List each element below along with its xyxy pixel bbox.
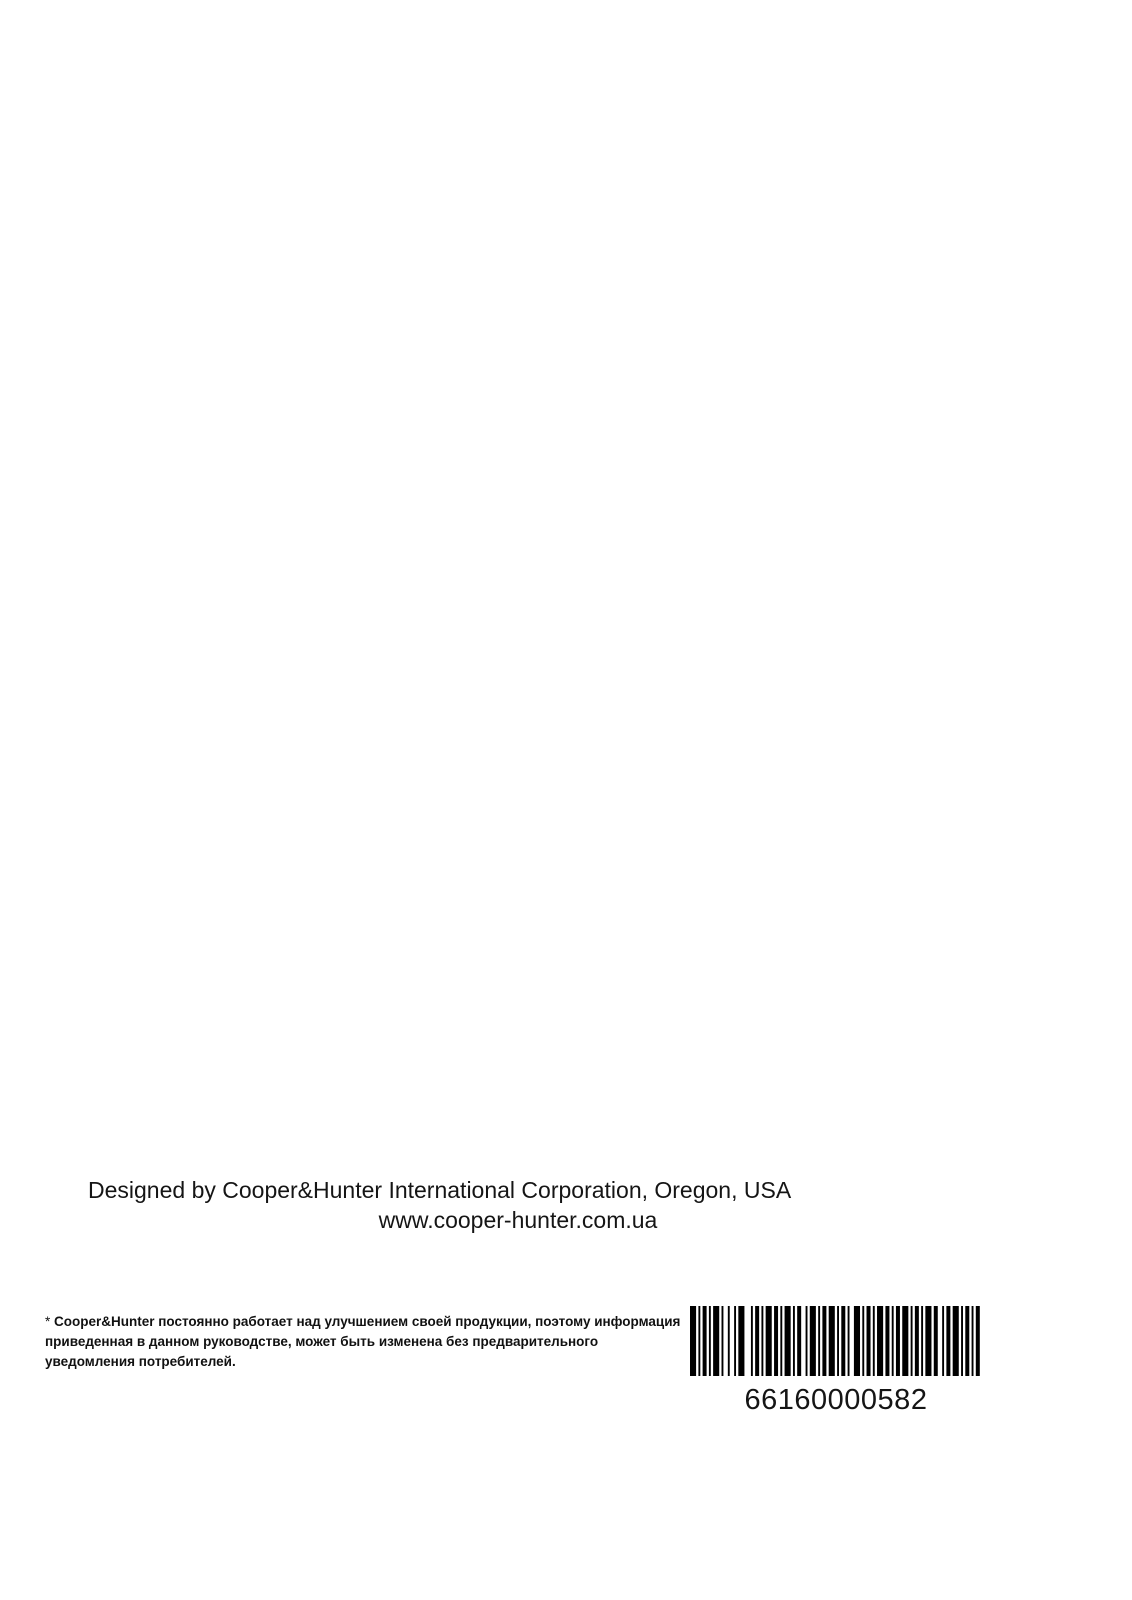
website-url: www.cooper-hunter.com.ua <box>378 1207 658 1233</box>
disclaimer-note <box>45 1312 685 1372</box>
barcode-bar <box>774 1306 778 1376</box>
barcode-bar <box>854 1306 860 1376</box>
barcode-bar <box>810 1306 816 1376</box>
barcode-bar <box>915 1306 919 1376</box>
barcode-bar <box>766 1306 772 1376</box>
barcode-bar <box>953 1306 959 1376</box>
barcode-bar <box>873 1306 875 1376</box>
disclaimer-brand: Cooper&Hunter <box>54 1314 155 1329</box>
barcode-bar <box>797 1306 801 1376</box>
barcode-bar <box>946 1306 950 1376</box>
barcode-bar <box>841 1306 845 1376</box>
barcode-bar <box>785 1306 791 1376</box>
barcode-bar <box>698 1306 700 1376</box>
barcode-bar <box>709 1306 711 1376</box>
barcode-bar <box>976 1306 980 1376</box>
barcode-bar <box>892 1306 894 1376</box>
barcode-bar <box>761 1306 763 1376</box>
barcode-bar <box>751 1306 753 1376</box>
barcode-bar <box>934 1306 938 1376</box>
barcode-bar <box>942 1306 944 1376</box>
barcode-bar <box>722 1306 724 1376</box>
barcode-bar <box>896 1306 900 1376</box>
barcode-bar <box>806 1306 808 1376</box>
barcode-bar <box>703 1306 707 1376</box>
barcode-bar <box>713 1306 719 1376</box>
barcode-bar <box>829 1306 835 1376</box>
barcode-bar <box>793 1306 795 1376</box>
barcode-bar <box>867 1306 871 1376</box>
barcode-bar <box>961 1306 963 1376</box>
barcode-bar <box>862 1306 864 1376</box>
barcode-bars <box>690 1306 990 1376</box>
barcode-bar <box>818 1306 820 1376</box>
barcode-bar <box>885 1306 889 1376</box>
designed-by-text: Designed by Cooper&Hunter International Corporation, Oregon, USA <box>88 1177 792 1203</box>
barcode-bar <box>965 1306 969 1376</box>
barcode-bar <box>848 1306 850 1376</box>
barcode-bar <box>837 1306 839 1376</box>
barcode-bar <box>877 1306 883 1376</box>
barcode-bar <box>972 1306 974 1376</box>
barcode-bar <box>822 1306 826 1376</box>
barcode-bar <box>921 1306 923 1376</box>
barcode-number: 66160000582 <box>744 1384 928 1416</box>
disclaimer-marker: * <box>45 1314 55 1329</box>
barcode-bar <box>738 1306 744 1376</box>
disclaimer-text: постоянно работает над улучшением своей продукции, поэтому информация приведенная в данном руководстве, может быть изменена без предварительного уведомления потребителей. <box>45 1314 681 1369</box>
barcode-bar <box>780 1306 782 1376</box>
barcode-bar <box>925 1306 931 1376</box>
barcode-bar <box>902 1306 908 1376</box>
barcode-bar <box>911 1306 913 1376</box>
barcode-bar <box>755 1306 759 1376</box>
barcode-bar <box>728 1306 730 1376</box>
barcode-bar <box>734 1306 736 1376</box>
barcode-bar <box>690 1306 696 1376</box>
